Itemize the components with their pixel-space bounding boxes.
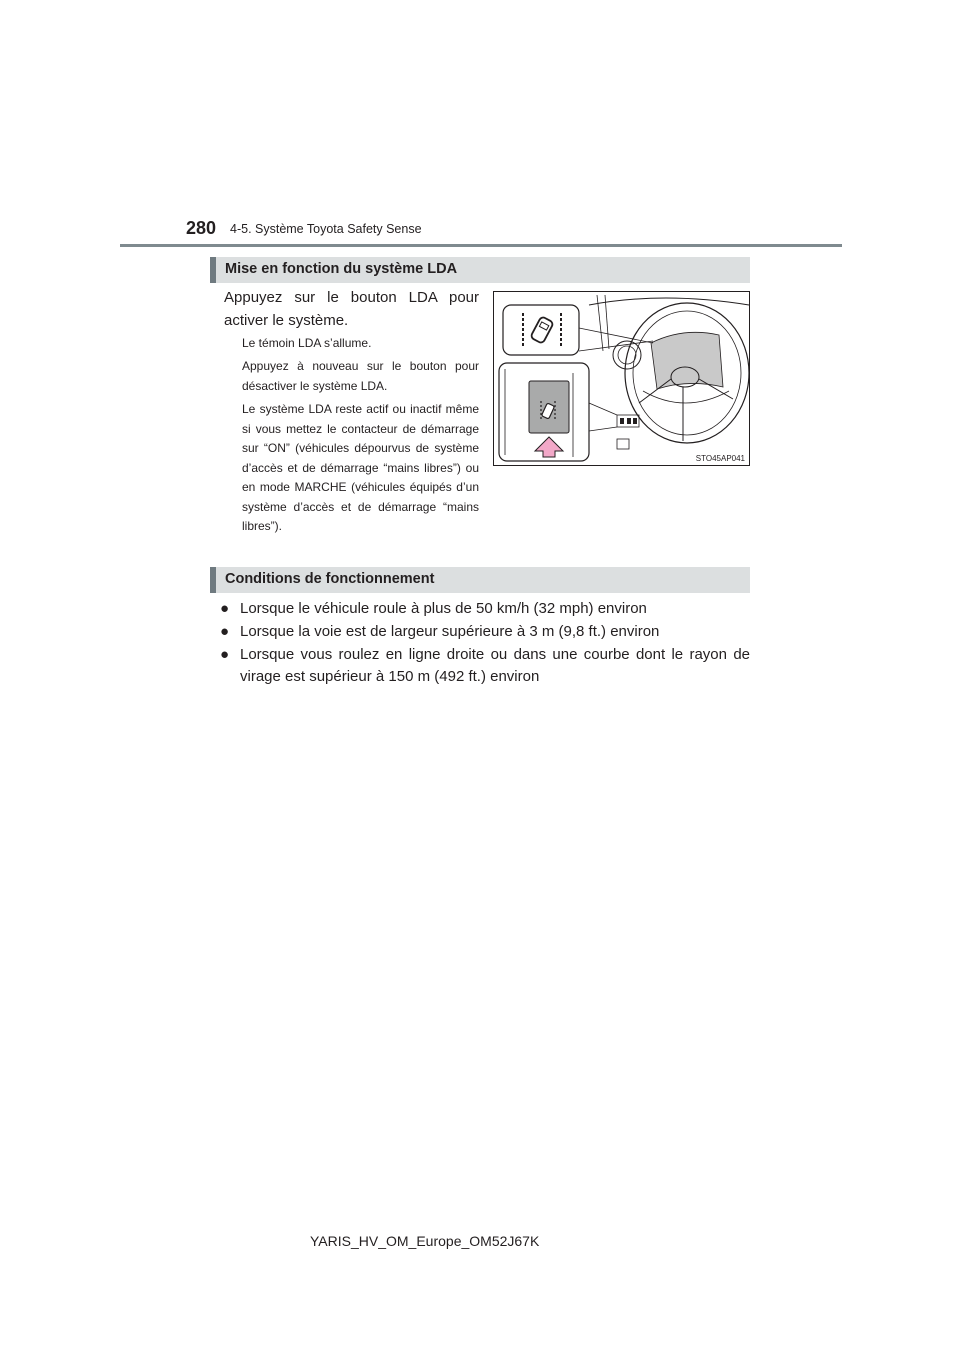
note-deactivate: Appuyez à nouveau sur le bouton pour désactiver le système LDA. xyxy=(242,359,479,393)
condition-curve-radius: Lorsque vous roulez en ligne droite ou dans une courbe dont le rayon de virage est supérieur à 150 m (492 ft.) environ xyxy=(240,646,750,685)
heading-operating-conditions-text: Conditions de fonctionnement xyxy=(225,571,435,587)
bullet-icon: ● xyxy=(220,623,230,640)
bullet-icon: ● xyxy=(220,646,230,663)
page-number: 280 xyxy=(186,218,217,238)
condition-lane-width: Lorsque la voie est de largeur supérieure à 3 m (9,8 ft.) environ xyxy=(240,623,660,640)
list-item xyxy=(220,598,750,620)
list-item xyxy=(220,621,750,643)
heading-operating-conditions xyxy=(210,567,750,593)
footer-document-code: YARIS_HV_OM_Europe_OM52J67K xyxy=(310,1233,540,1249)
heading-lda-activation-text: Mise en fonction du système LDA xyxy=(225,261,458,277)
lda-button-illustration xyxy=(493,291,750,466)
section-title: 4-5. Système Toyota Safety Sense xyxy=(230,222,422,236)
list-item xyxy=(220,644,750,688)
figure-code: STO45AP041 xyxy=(695,454,745,463)
condition-speed: Lorsque le véhicule roule à plus de 50 km/h (32 mph) environ xyxy=(240,600,647,617)
bullet-icon: ● xyxy=(220,600,230,617)
header-divider xyxy=(120,244,842,247)
heading-lda-activation xyxy=(210,257,750,283)
instruction-text: Appuyez sur le bouton LDA pour activer le système. xyxy=(224,289,479,329)
note-indicator-on: Le témoin LDA s’allume. xyxy=(242,336,372,350)
note-system-state: Le système LDA reste actif ou inactif même si vous mettez le contacteur de démarrage sur “ON” (véhicules dépourvus de système d’accès et de démarrage “mains libres”) ou en mode MARCHE (véhicules équipés d’un système d’accès et de démarrage “mains libres”). xyxy=(242,402,479,533)
